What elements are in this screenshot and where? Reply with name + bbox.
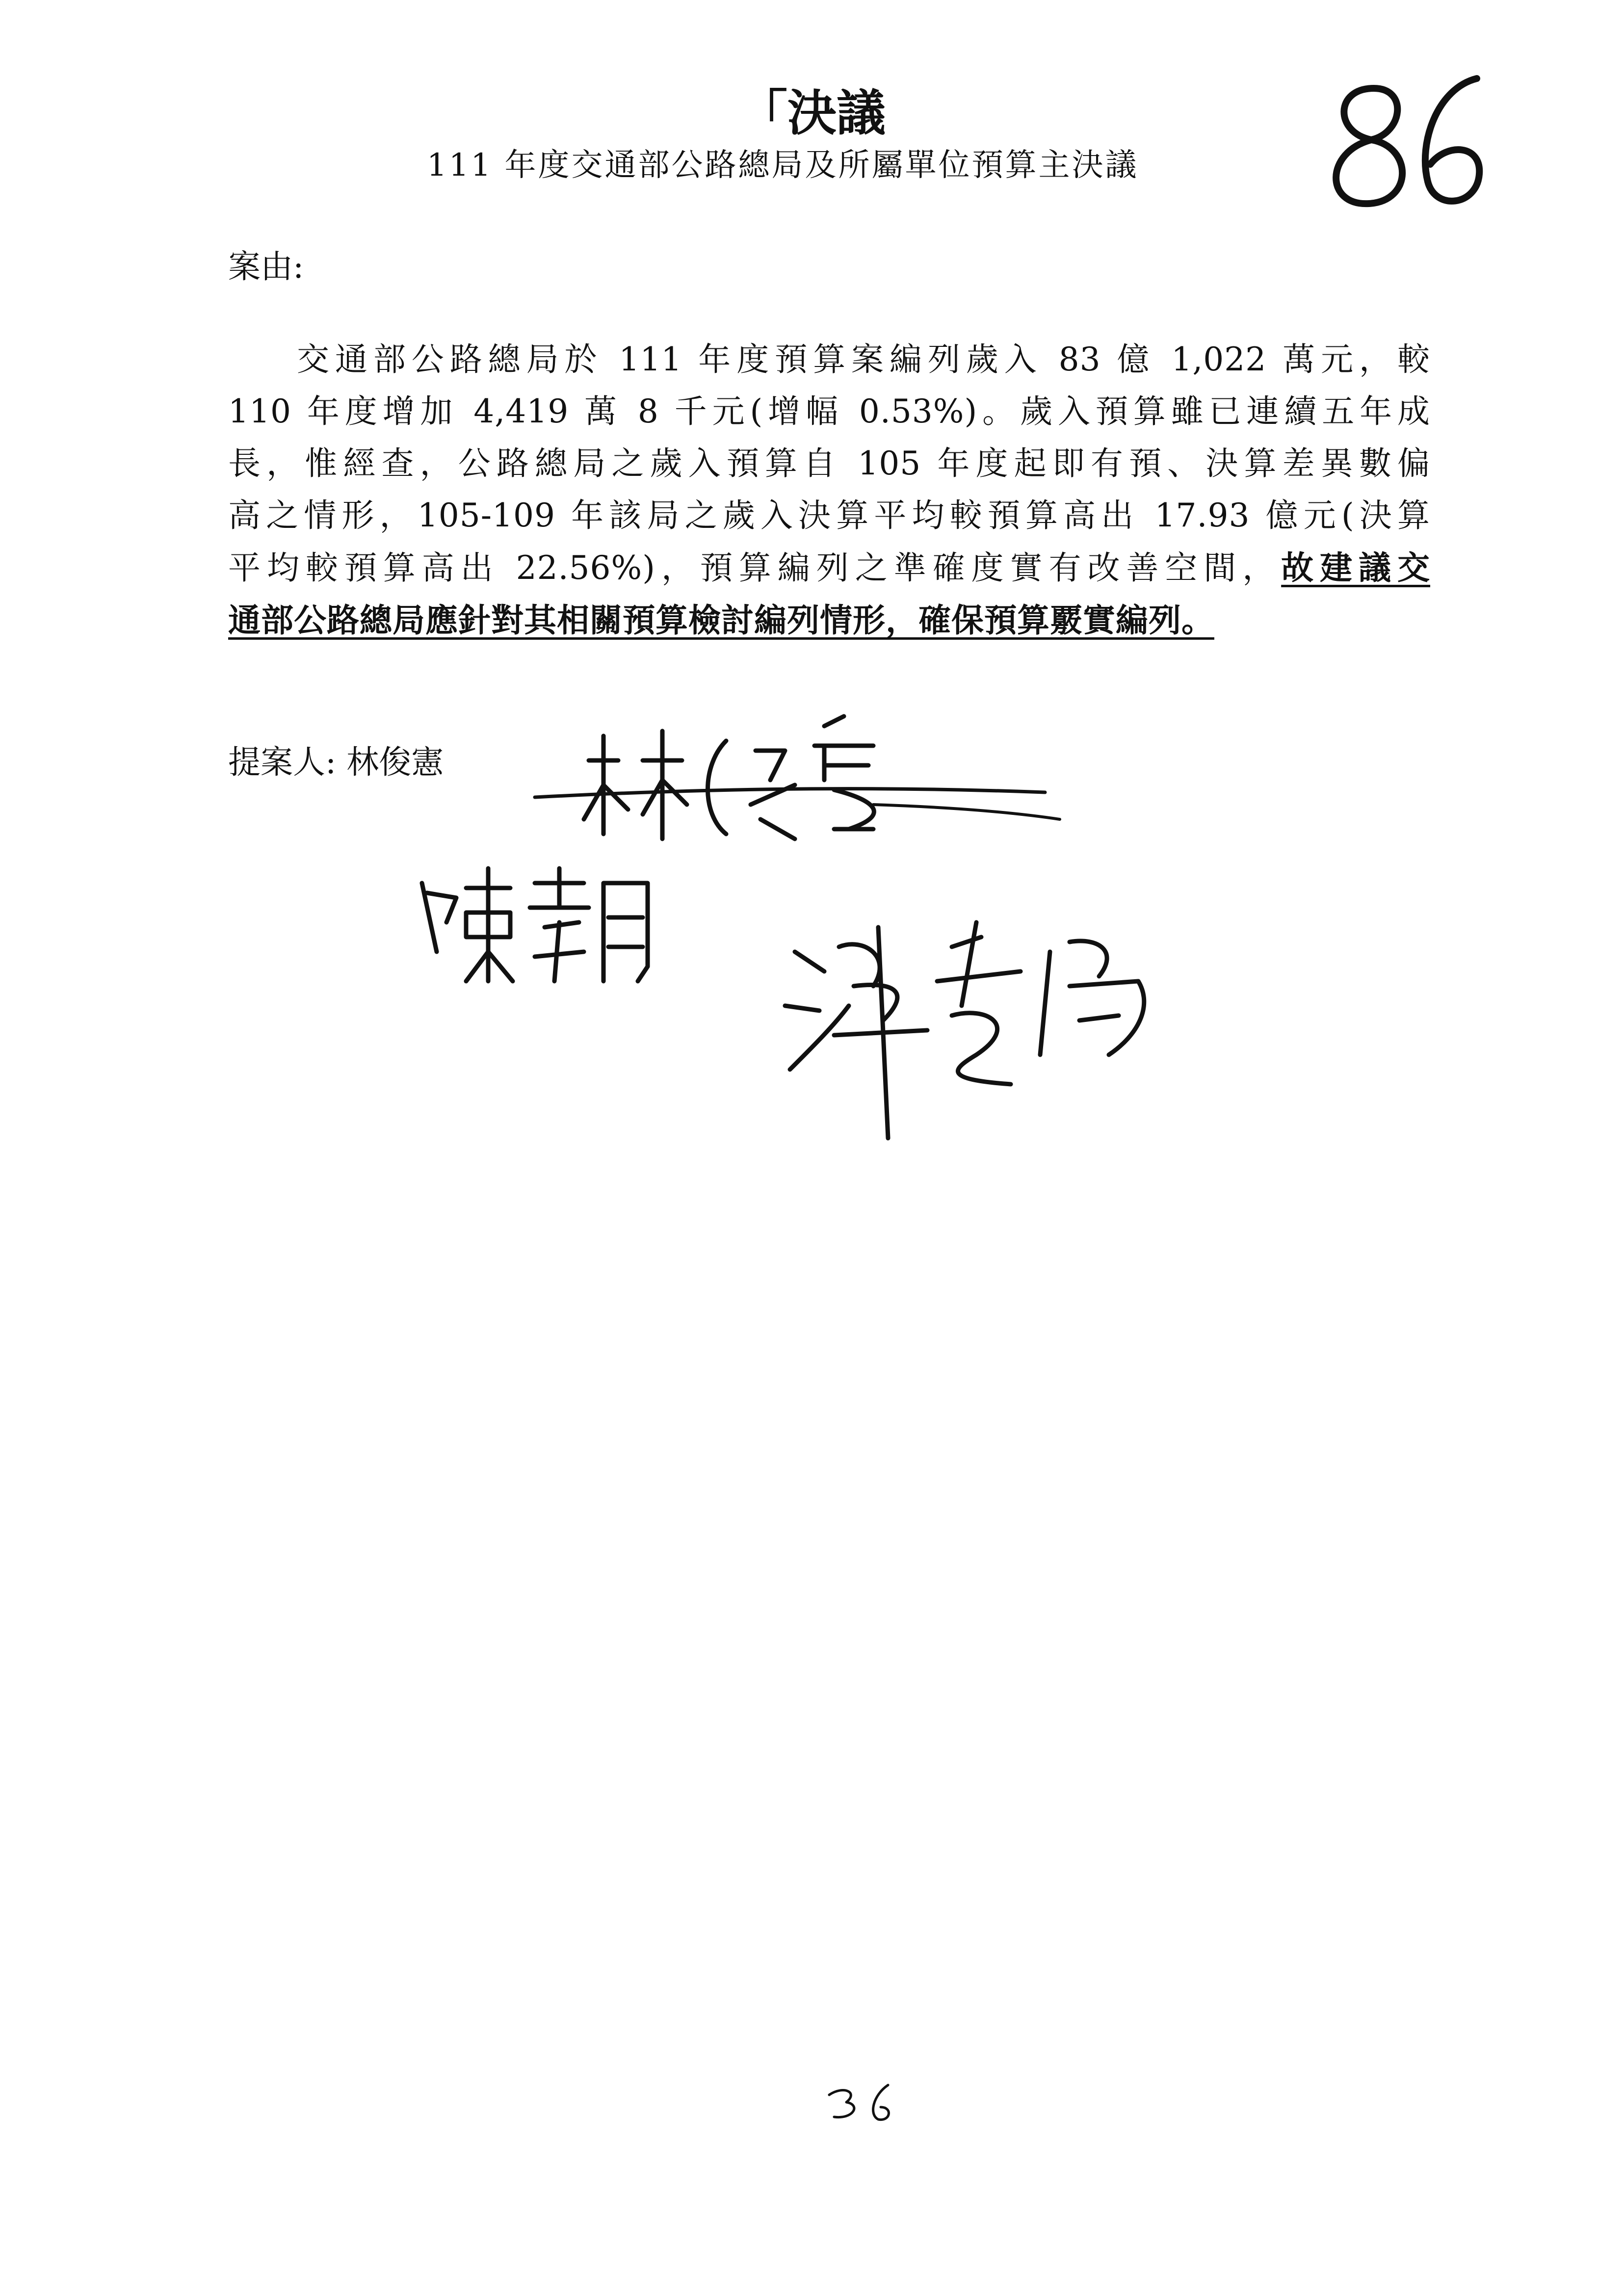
resolution-stamp: 「決議 [738,84,886,142]
proposer-label: 提案人: 林俊憲 [228,743,444,781]
emphasis-text: 通部公路總局應針對其相關預算檢討編列情形，確保預算覈實編列。 [228,601,1214,639]
signature-1 [530,706,1070,854]
paragraph-line [228,542,1430,594]
paragraph-line: 高之情形，105-109 年該局之歲入決算平均較預算高出 17.93 億元(決算 [228,496,1430,534]
signature-2 [407,854,662,1001]
paragraph-text: 平均較預算高出 22.56%)，預算編列之準確度實有改善空間， [228,549,1282,587]
page-title: 111 年度交通部公路總局及所屬單位預算主決議 [427,147,1139,183]
handwritten-page-number [1315,59,1501,221]
case-label: 案由: [228,248,304,286]
paragraph-line: 交通部公路總局於 111 年度預算案編列歲入 83 億 1,022 萬元，較 [297,340,1430,378]
paragraph-line: 長，惟經查，公路總局之歲入預算自 105 年度起即有預、決算差異數偏 [228,444,1430,482]
paragraph-line: 110 年度增加 4,419 萬 8 千元(增幅 0.53%)。歲入預算雖已連續五年成 [228,392,1430,430]
signature-3 [765,908,1168,1143]
footer-handwritten-mark [824,2080,903,2124]
case-paragraph [228,334,1430,647]
paragraph-line [228,594,1430,647]
emphasis-text: 故建議交 [1281,548,1431,587]
